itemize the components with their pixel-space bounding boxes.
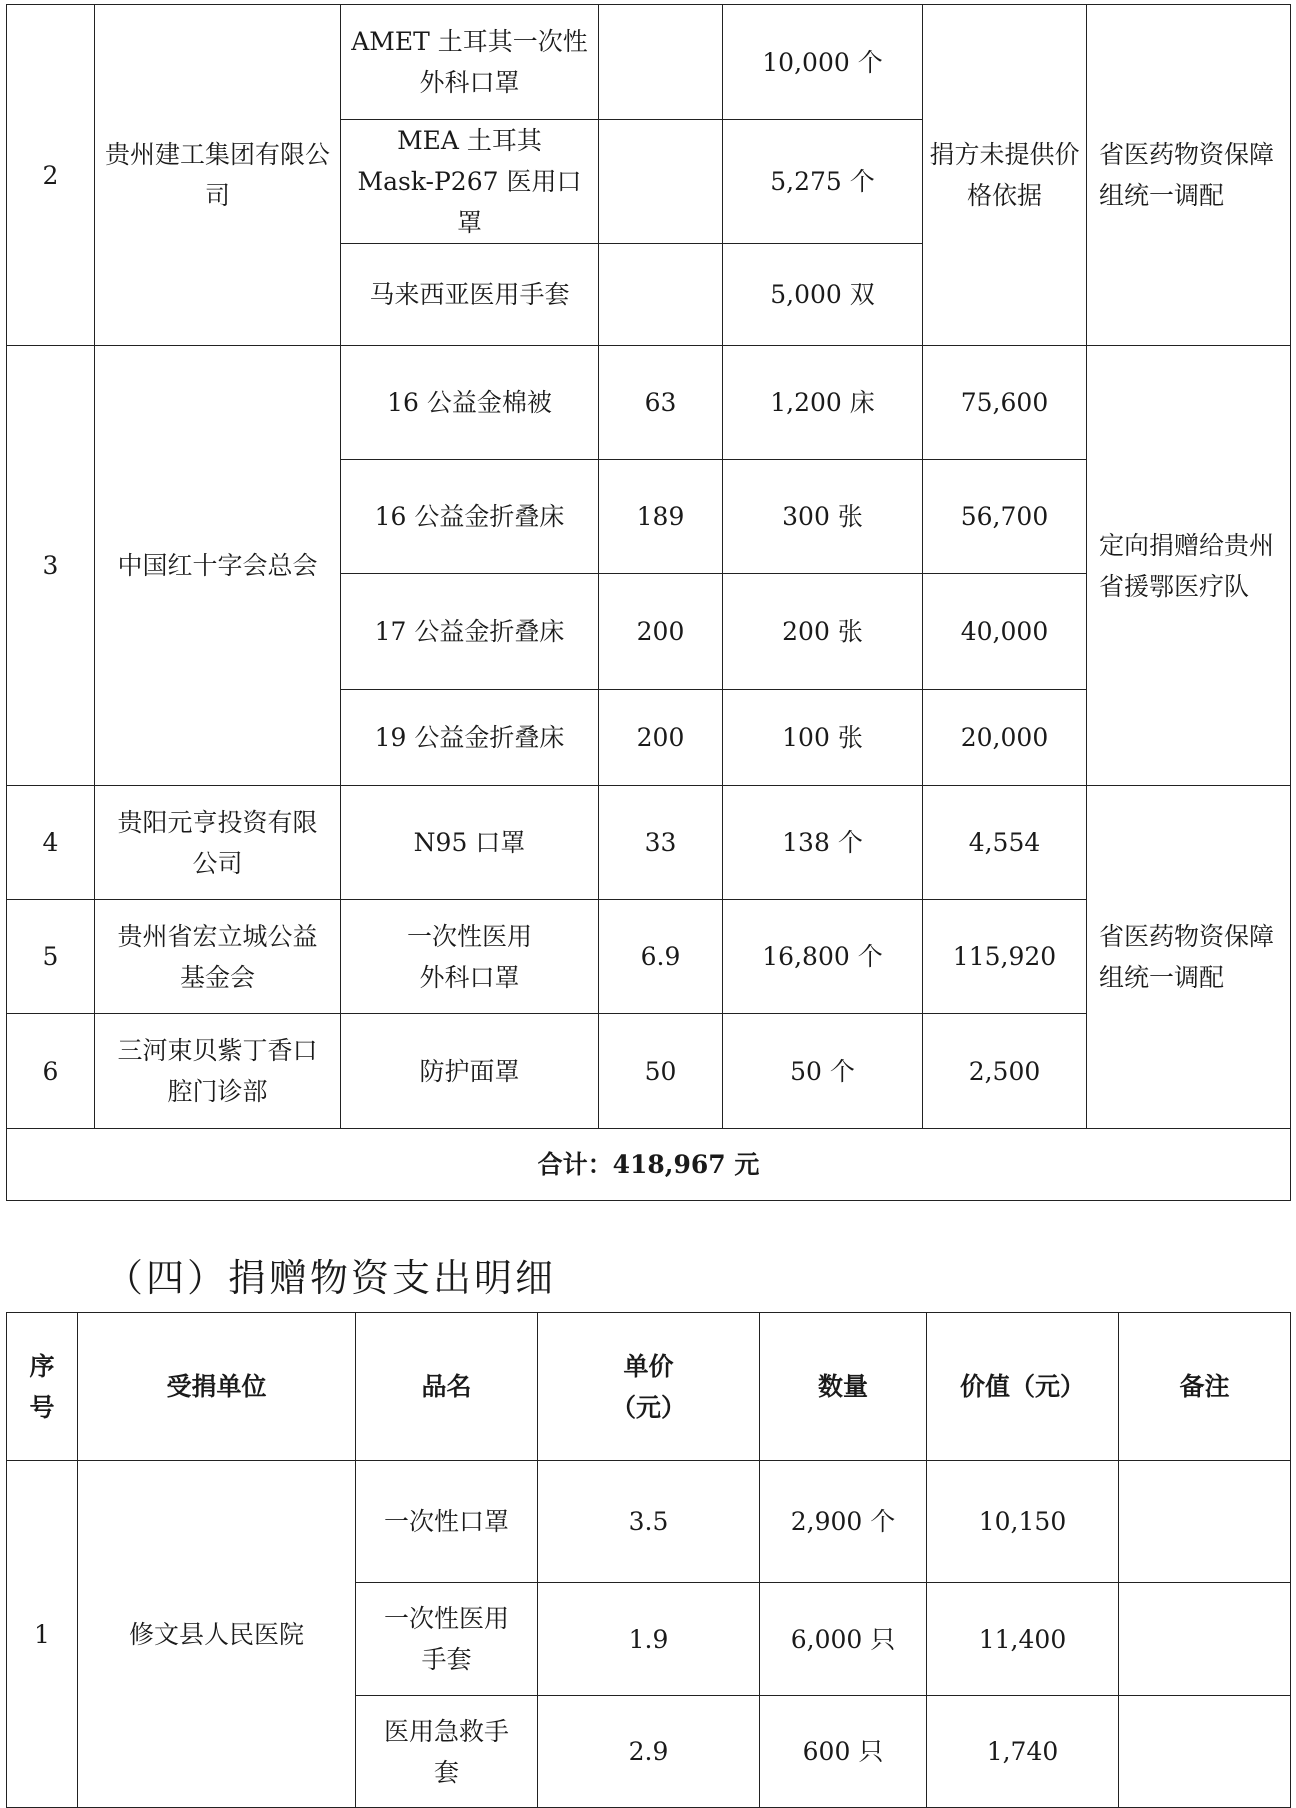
quantity-cell: 138 个 xyxy=(723,786,923,900)
quantity-cell: 2,900 个 xyxy=(760,1461,927,1583)
unit-price-cell xyxy=(599,5,723,120)
item-name-cell: 马来西亚医用手套 xyxy=(341,244,599,346)
value-cell: 10,150 xyxy=(927,1461,1119,1583)
donor-cell: 贵州建工集团有限公司 xyxy=(95,5,341,346)
item-name-cell: 17 公益金折叠床 xyxy=(341,574,599,690)
value-cell: 75,600 xyxy=(923,346,1087,460)
value-cell: 2,500 xyxy=(923,1014,1087,1129)
note-cell xyxy=(1119,1583,1291,1696)
unit-price-cell: 2.9 xyxy=(538,1696,760,1808)
value-cell: 捐方未提供价格依据 xyxy=(923,5,1087,346)
table-row xyxy=(7,346,1291,460)
quantity-cell: 600 只 xyxy=(760,1696,927,1808)
seq-cell: 6 xyxy=(7,1014,95,1129)
value-cell: 4,554 xyxy=(923,786,1087,900)
quantity-cell: 5,000 双 xyxy=(723,244,923,346)
quantity-cell: 100 张 xyxy=(723,690,923,786)
value-cell: 1,740 xyxy=(927,1696,1119,1808)
table-row xyxy=(7,1461,1291,1583)
seq-cell: 3 xyxy=(7,346,95,786)
seq-cell: 5 xyxy=(7,900,95,1014)
note-cell: 定向捐赠给贵州省援鄂医疗队 xyxy=(1087,346,1291,786)
value-cell: 40,000 xyxy=(923,574,1087,690)
item-name-cell: 一次性医用 外科口罩 xyxy=(341,900,599,1014)
value-cell: 20,000 xyxy=(923,690,1087,786)
unit-price-cell: 50 xyxy=(599,1014,723,1129)
header-note: 备注 xyxy=(1119,1313,1291,1461)
quantity-cell: 200 张 xyxy=(723,574,923,690)
quantity-cell: 16,800 个 xyxy=(723,900,923,1014)
total-cell: 合计：418,967 元 xyxy=(7,1129,1291,1201)
quantity-cell: 10,000 个 xyxy=(723,5,923,120)
note-cell: 省医药物资保障组统一调配 xyxy=(1087,5,1291,346)
donor-cell: 贵阳元亨投资有限 公司 xyxy=(95,786,341,900)
section-heading: （四）捐赠物资支出明细 xyxy=(105,1256,557,1300)
value-cell: 11,400 xyxy=(927,1583,1119,1696)
unit-price-cell: 200 xyxy=(599,690,723,786)
item-name-cell: 防护面罩 xyxy=(341,1014,599,1129)
donation-receipt-table xyxy=(6,4,1291,1201)
item-name-cell: MEA 土耳其 Mask-P267 医用口罩 xyxy=(341,120,599,244)
quantity-cell: 5,275 个 xyxy=(723,120,923,244)
item-name-cell: 一次性医用 手套 xyxy=(356,1583,538,1696)
header-quantity: 数量 xyxy=(760,1313,927,1461)
unit-price-cell: 1.9 xyxy=(538,1583,760,1696)
quantity-cell: 50 个 xyxy=(723,1014,923,1129)
unit-price-cell: 3.5 xyxy=(538,1461,760,1583)
unit-price-cell xyxy=(599,120,723,244)
value-cell: 115,920 xyxy=(923,900,1087,1014)
item-name-cell: N95 口罩 xyxy=(341,786,599,900)
item-name-cell: 16 公益金棉被 xyxy=(341,346,599,460)
item-name-cell: AMET 土耳其一次性 外科口罩 xyxy=(341,5,599,120)
note-cell xyxy=(1119,1696,1291,1808)
seq-cell: 1 xyxy=(7,1461,78,1808)
donor-cell: 中国红十字会总会 xyxy=(95,346,341,786)
item-name-cell: 16 公益金折叠床 xyxy=(341,460,599,574)
header-recipient: 受捐单位 xyxy=(78,1313,356,1461)
quantity-cell: 1,200 床 xyxy=(723,346,923,460)
note-cell xyxy=(1119,1461,1291,1583)
seq-cell: 4 xyxy=(7,786,95,900)
header-seq: 序 号 xyxy=(7,1313,78,1461)
table-row xyxy=(7,786,1291,900)
header-item-name: 品名 xyxy=(356,1313,538,1461)
unit-price-cell: 200 xyxy=(599,574,723,690)
header-unit-price: 单价 （元） xyxy=(538,1313,760,1461)
recipient-cell: 修文县人民医院 xyxy=(78,1461,356,1808)
donor-cell: 贵州省宏立城公益 基金会 xyxy=(95,900,341,1014)
header-row xyxy=(7,1313,1291,1461)
header-value: 价值（元） xyxy=(927,1313,1119,1461)
quantity-cell: 6,000 只 xyxy=(760,1583,927,1696)
value-cell: 56,700 xyxy=(923,460,1087,574)
table-row xyxy=(7,5,1291,120)
seq-cell: 2 xyxy=(7,5,95,346)
item-name-cell: 一次性口罩 xyxy=(356,1461,538,1583)
donation-expense-table xyxy=(6,1312,1291,1808)
unit-price-cell: 189 xyxy=(599,460,723,574)
item-name-cell: 19 公益金折叠床 xyxy=(341,690,599,786)
unit-price-cell: 6.9 xyxy=(599,900,723,1014)
quantity-cell: 300 张 xyxy=(723,460,923,574)
note-cell: 省医药物资保障组统一调配 xyxy=(1087,786,1291,1129)
unit-price-cell: 63 xyxy=(599,346,723,460)
item-name-cell: 医用急救手 套 xyxy=(356,1696,538,1808)
total-row xyxy=(7,1129,1291,1201)
unit-price-cell xyxy=(599,244,723,346)
donor-cell: 三河束贝紫丁香口 腔门诊部 xyxy=(95,1014,341,1129)
unit-price-cell: 33 xyxy=(599,786,723,900)
